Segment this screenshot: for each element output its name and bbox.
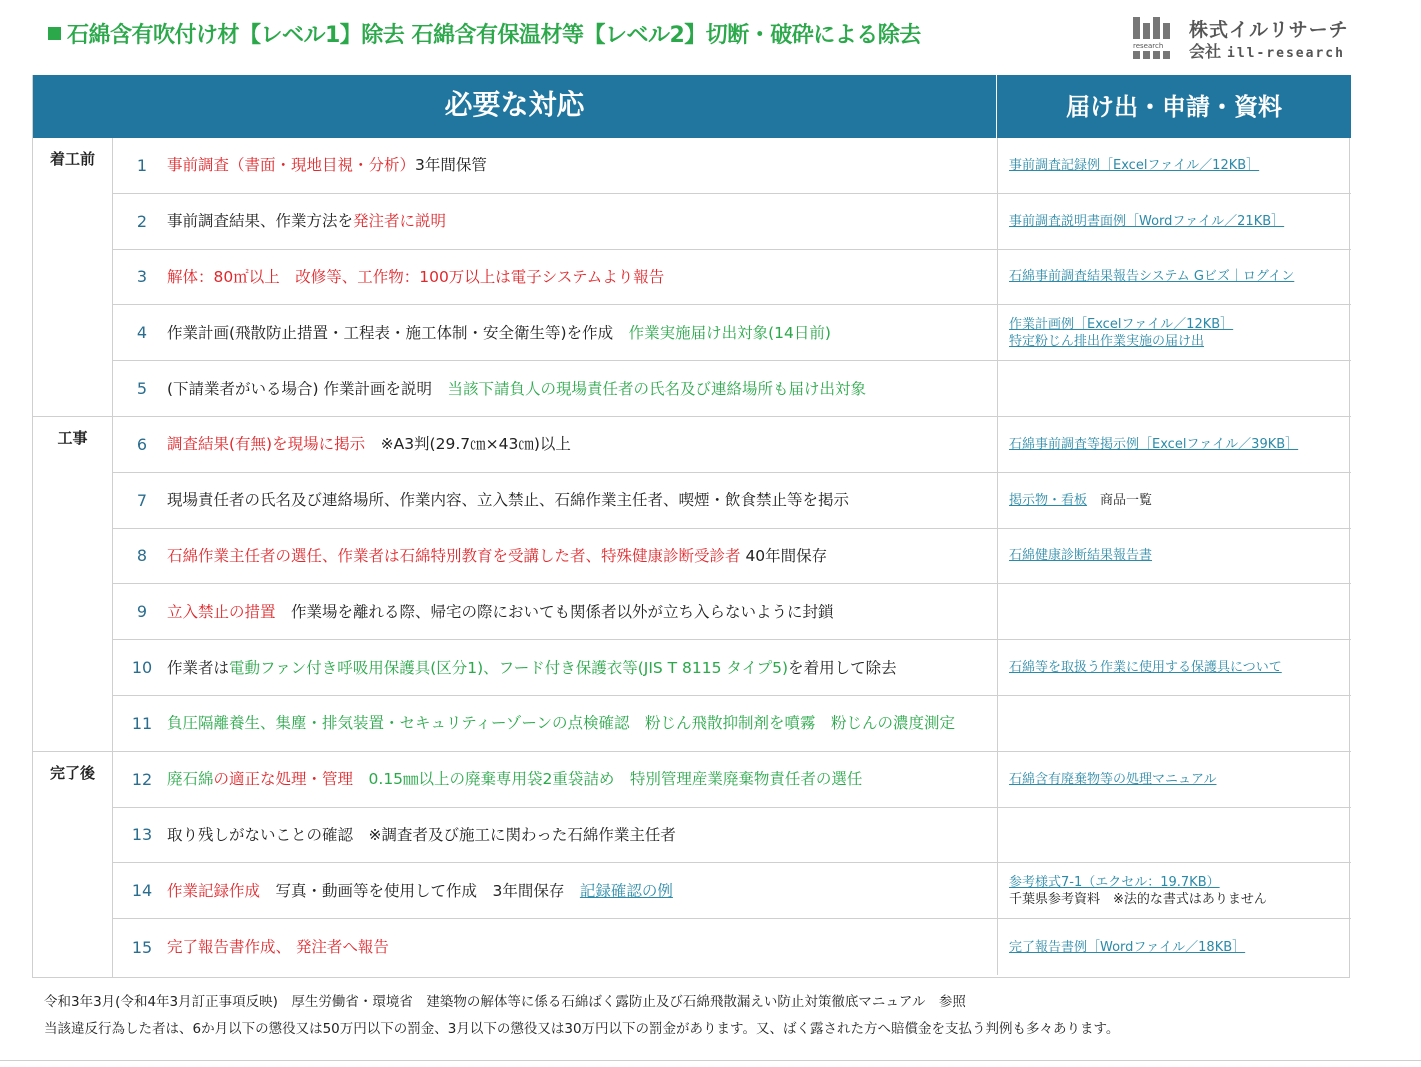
description-segment: 事前調査（書面・現地目視・分析）	[167, 156, 416, 175]
resource-line	[1009, 547, 1351, 564]
row-description	[167, 529, 995, 584]
bottom-divider	[0, 1060, 1421, 1061]
row-resources	[997, 138, 1351, 193]
description-segment: の適正な処理・管理	[213, 770, 354, 789]
table-row	[113, 584, 1351, 640]
row-number: 8	[136, 546, 148, 566]
resource-line	[1009, 874, 1351, 891]
resource-line	[1009, 939, 1351, 956]
logo-line2-ja: 会社	[1189, 42, 1222, 61]
row-description	[167, 473, 995, 528]
resource-link[interactable]: 石綿等を取扱う作業に使用する保護具について	[1009, 660, 1282, 676]
row-number: 9	[136, 602, 148, 622]
description-segment: 40年間保存	[740, 546, 828, 565]
description-segment: 負圧隔離養生、集塵・排気装置・セキュリティーゾーンの点検確認 粉じん飛散抑制剤を噴霧 粉じんの濃度測定	[167, 714, 956, 733]
resource-link[interactable]: 事前調査説明書面例［Wordファイル／21KB］	[1009, 213, 1285, 229]
row-number: 7	[136, 490, 148, 510]
row-number: 11	[131, 713, 153, 733]
row-description	[167, 417, 995, 472]
description-segment: 0.15㎜以上の廃棄専用袋2重袋詰め 特別管理産業廃棄物責任者の選任	[353, 770, 863, 789]
resource-line	[1009, 492, 1351, 509]
resource-line	[1009, 157, 1351, 174]
row-resources	[997, 194, 1351, 249]
resource-link[interactable]: 参考様式7-1（エクセル：19.7KB）	[1009, 874, 1220, 890]
logo-line2	[1189, 39, 1345, 62]
description-segment: ※A3判(29.7㎝×43㎝)以上	[365, 435, 571, 454]
description-segment: 作業者は	[167, 658, 230, 677]
page-title-text: 石綿含有吹付け材【レベル1】除去 石綿含有保温材等【レベル2】切断・破砕による除去	[67, 23, 921, 48]
table-header	[33, 75, 1351, 138]
row-resources	[997, 919, 1351, 975]
resource-line	[1009, 333, 1351, 350]
row-number: 6	[136, 434, 148, 454]
row-description	[167, 361, 995, 416]
resource-link[interactable]: 作業計画例［Excelファイル／12KB］	[1009, 316, 1234, 332]
description-segment: 解体：80㎡以上 改修等、工作物：100万以上は電子システムより報告	[167, 267, 665, 286]
title-square-icon	[48, 27, 61, 40]
row-description	[167, 696, 995, 751]
row-description	[167, 863, 995, 918]
table-row	[113, 808, 1351, 864]
row-resources	[997, 863, 1351, 918]
phase-construction: 工事	[33, 417, 113, 752]
table-row	[113, 640, 1351, 696]
description-segment: 3年間保管	[415, 156, 487, 175]
table-row	[113, 473, 1351, 529]
row-number: 4	[136, 323, 148, 343]
row-resources	[997, 529, 1351, 584]
description-segment: (下請業者がいる場合) 作業計画を説明	[167, 379, 448, 398]
table-row	[113, 250, 1351, 306]
row-description	[167, 808, 995, 863]
resource-line	[1009, 771, 1351, 788]
description-segment: 完了報告書作成、 発注者へ報告	[167, 938, 389, 957]
page-title	[48, 18, 921, 48]
resource-line	[1009, 659, 1351, 676]
row-number: 1	[136, 155, 148, 175]
phase-before-construction: 着工前	[33, 138, 113, 417]
footer-penalty-note: 当該違反行為した者は、6か月以下の懲役又は50万円以下の罰金、3月以下の懲役又は30万円以下の罰金があります。又、ばく露された方へ賠償金を支払う判例も多々あります。	[44, 1021, 1120, 1037]
resource-link[interactable]: 完了報告書例［Wordファイル／18KB］	[1009, 939, 1246, 955]
row-resources	[997, 305, 1351, 360]
row-number: 5	[136, 379, 148, 399]
row-resources	[997, 640, 1351, 695]
logo-small-text: research	[1133, 42, 1164, 50]
table-row	[113, 305, 1351, 361]
logo-line1: 株式イルリサーチ	[1189, 19, 1349, 41]
resource-link[interactable]: 石綿含有廃棄物等の処理マニュアル	[1009, 771, 1217, 787]
row-resources	[997, 808, 1351, 863]
description-segment: 取り残しがないことの確認 ※調査者及び施工に関わった石綿作業主任者	[167, 825, 676, 844]
description-segment: 石綿作業主任者の選任、作業者は石綿特別教育を受講した者、特殊健康診断受診者	[167, 546, 741, 565]
description-segment: 現場責任者の氏名及び連絡場所、作業内容、立入禁止、石綿作業主任者、喫煙・飲食禁止等を掲示	[167, 491, 850, 510]
row-description	[167, 305, 995, 360]
row-description	[167, 584, 995, 639]
table-row	[113, 417, 1351, 473]
resource-link[interactable]: 石綿事前調査等掲示例［Excelファイル／39KB］	[1009, 436, 1299, 452]
row-description	[167, 194, 995, 249]
row-description	[167, 640, 995, 695]
table-row	[113, 138, 1351, 194]
description-segment: 当該下請負人の現場責任者の氏名及び連絡場所も届け出対象	[447, 379, 867, 398]
row-resources	[997, 752, 1351, 807]
description-segment: 作業記録作成	[167, 881, 261, 900]
header-required-actions: 必要な対応	[33, 75, 997, 138]
row-number: 14	[131, 881, 153, 901]
row-number: 3	[136, 267, 148, 287]
resource-link[interactable]: 特定粉じん排出作業実施の届け出	[1009, 333, 1205, 349]
row-number: 2	[136, 211, 148, 231]
description-segment: 電動ファン付き呼吸用保護具(区分1)、フード付き保護衣等(JIS T 8115 タイプ5)	[229, 658, 789, 677]
table-row	[113, 194, 1351, 250]
row-description	[167, 919, 995, 975]
row-number: 15	[131, 937, 153, 957]
row-resources	[997, 584, 1351, 639]
description-segment: 立入禁止の措置	[167, 602, 276, 621]
table-row	[113, 696, 1351, 752]
row-description	[167, 138, 995, 193]
row-number: 10	[131, 658, 153, 678]
company-logo	[1133, 15, 1383, 61]
resource-line	[1009, 891, 1351, 908]
row-resources	[997, 250, 1351, 305]
table-row	[113, 361, 1351, 417]
description-segment: 廃石綿	[167, 770, 214, 789]
description-segment: 作業実施届け出対象(14日前)	[628, 323, 831, 342]
resource-text: 商品一覧	[1087, 492, 1153, 508]
row-resources	[997, 473, 1351, 528]
description-segment: 事前調査結果、作業方法を	[167, 212, 354, 231]
resource-line	[1009, 316, 1351, 333]
description-segment: 作業計画(飛散防止措置・工程表・施工体制・安全衛生等)を作成	[167, 323, 629, 342]
row-description	[167, 752, 995, 807]
table-row	[113, 863, 1351, 919]
resource-link[interactable]: 石綿健康診断結果報告書	[1009, 548, 1153, 564]
record-example-link[interactable]: 記録確認の例	[579, 881, 673, 900]
header-documents: 届け出・申請・資料	[1066, 93, 1282, 121]
row-resources	[997, 417, 1351, 472]
description-segment: 写真・動画等を使用して作成 3年間保存	[260, 881, 580, 900]
logo-line2-en: ill-research	[1227, 46, 1345, 61]
resource-line	[1009, 436, 1351, 453]
description-segment: 調査結果(有無)を現場に掲示	[167, 435, 366, 454]
resource-line	[1009, 213, 1351, 230]
row-number: 13	[131, 825, 153, 845]
resource-link[interactable]: 事前調査記録例［Excelファイル／12KB］	[1009, 157, 1260, 173]
resource-link[interactable]: 掲示物・看板	[1009, 492, 1088, 508]
description-segment: 発注者に説明	[353, 212, 447, 231]
response-table	[32, 75, 1350, 978]
table-row	[113, 919, 1351, 975]
row-resources	[997, 696, 1351, 751]
row-number: 12	[131, 769, 153, 789]
resource-text: 千葉県参考資料 ※法的な書式はありません	[1009, 891, 1267, 907]
description-segment: を着用して除去	[788, 658, 897, 677]
footer-reference: 令和3年3月(令和4年3月訂正事項反映) 厚生労働省・環境省 建築物の解体等に係る石綿ばく露防止及び石綿飛散漏えい防止対策徹底マニュアル 参照	[44, 994, 966, 1010]
description-segment: 作業場を離れる際、帰宅の際においても関係者以外が立ち入らないように封鎖	[275, 602, 834, 621]
resource-link[interactable]: 石綿事前調査結果報告システム Gビズ｜ログイン	[1009, 269, 1295, 285]
logo-mark-icon	[1133, 17, 1181, 61]
phase-after-completion: 完了後	[33, 752, 113, 978]
row-description	[167, 250, 995, 305]
row-resources	[997, 361, 1351, 416]
resource-line	[1009, 268, 1351, 285]
table-row	[113, 752, 1351, 808]
table-row	[113, 529, 1351, 585]
